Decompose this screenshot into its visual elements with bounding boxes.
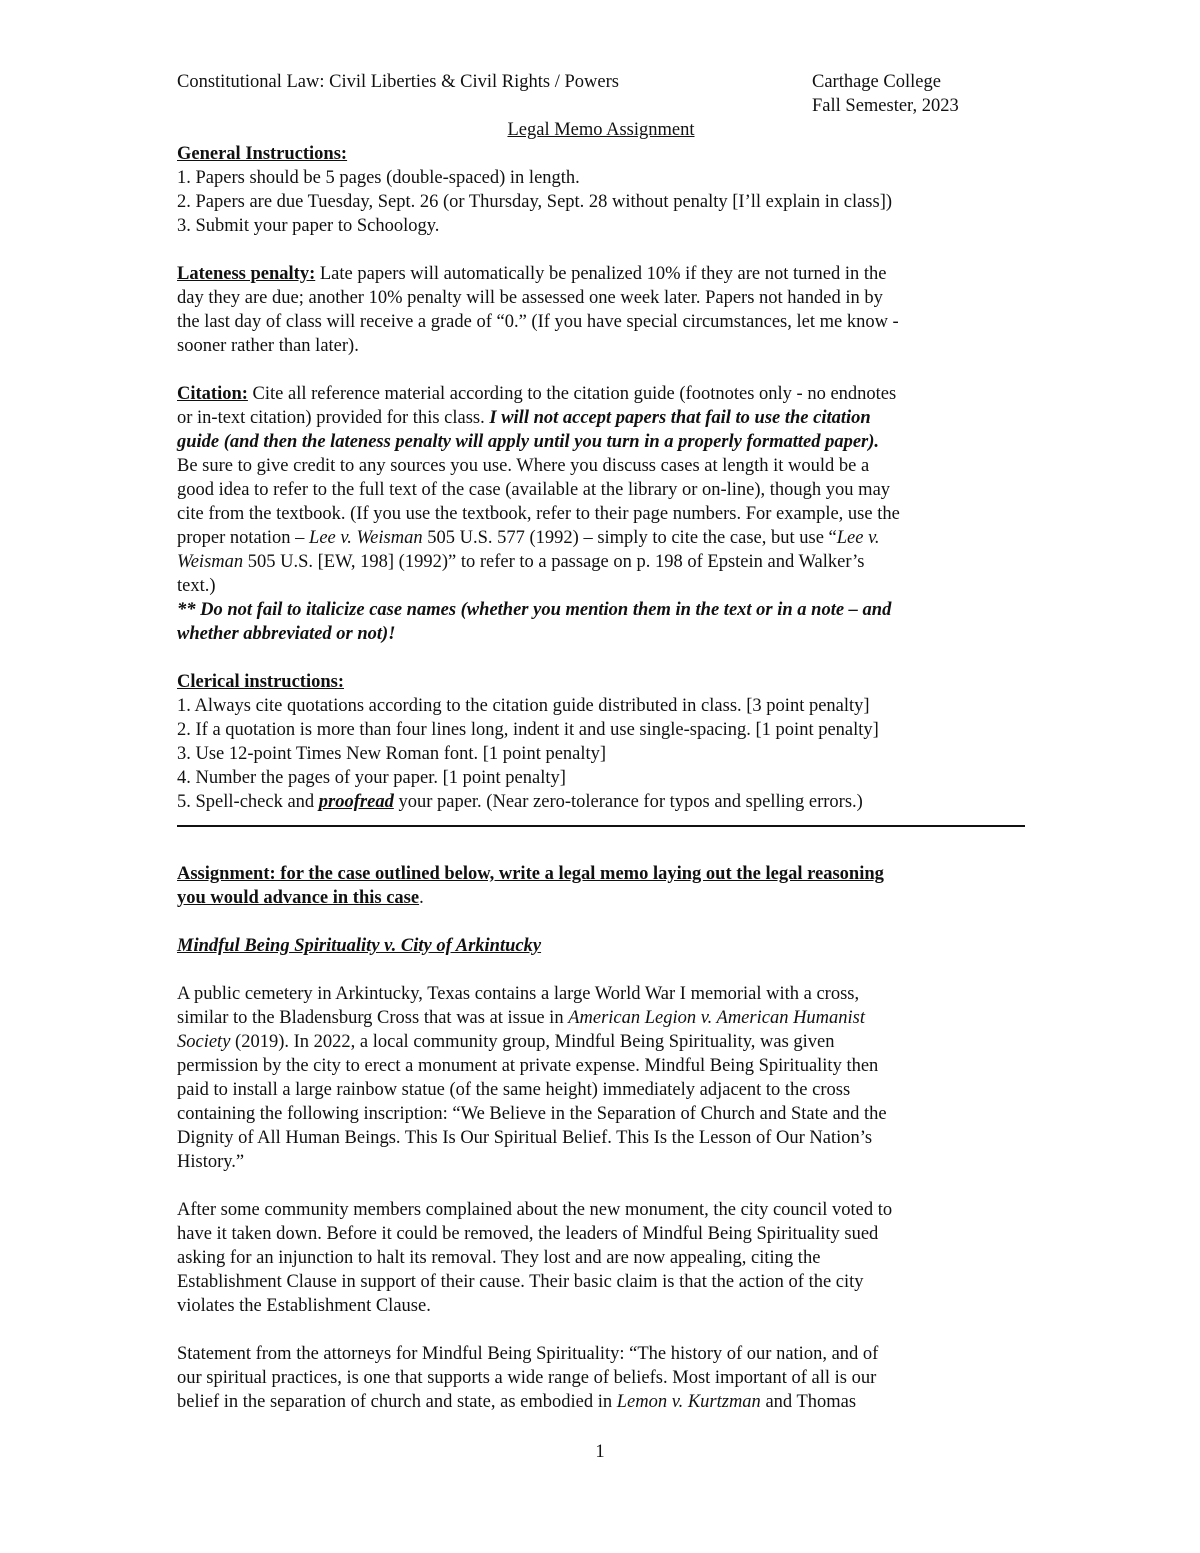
lateness-line-2: day they are due; another 10% penalty will be assessed one week later. Papers not handed in by bbox=[177, 288, 883, 308]
lateness-line-4: sooner rather than later). bbox=[177, 336, 359, 356]
lateness-heading: Lateness penalty: bbox=[177, 264, 316, 284]
para2-line-4: Establishment Clause in support of their cause. Their basic claim is that the action of the city bbox=[177, 1272, 864, 1292]
clerical-item-4: 4. Number the pages of your paper. [1 point penalty] bbox=[177, 768, 566, 788]
college-name: Carthage College bbox=[812, 72, 941, 92]
document-page bbox=[177, 70, 1025, 1414]
para3-line-3: belief in the separation of church and state, as embodied in Lemon v. Kurtzman and Thomas bbox=[177, 1392, 857, 1412]
proofread-emphasis: proofread bbox=[318, 792, 394, 812]
citation-line-6: cite from the textbook. (If you use the textbook, refer to their page numbers. For example, use the bbox=[177, 504, 900, 524]
clerical-item-2: 2. If a quotation is more than four lines long, indent it and use single-spacing. [1 point penalty] bbox=[177, 720, 879, 740]
para1-line-6: containing the following inscription: “We Believe in the Separation of Church and State and the bbox=[177, 1104, 887, 1124]
citation-line-7: proper notation – Lee v. Weisman 505 U.S. 577 (1992) – simply to cite the case, but use “Lee v. bbox=[177, 528, 880, 548]
para1-line-2: similar to the Bladensburg Cross that was at issue in American Legion v. American Humanist bbox=[177, 1008, 866, 1028]
case-name: American Legion v. American Humanist bbox=[568, 1008, 866, 1028]
citation-line-2: or in-text citation) provided for this class. I will not accept papers that fail to use the citation bbox=[177, 408, 871, 428]
case-name: Lee v. Weisman bbox=[309, 528, 423, 548]
para1-line-5: paid to install a large rainbow statue (of the same height) immediately adjacent to the cross bbox=[177, 1080, 851, 1100]
citation-line-3: guide (and then the lateness penalty will apply until you turn in a properly formatted paper). bbox=[177, 432, 880, 452]
assignment-line-1: Assignment: for the case outlined below, write a legal memo laying out the legal reasoning bbox=[177, 864, 884, 884]
general-item-3: 3. Submit your paper to Schoology. bbox=[177, 216, 440, 236]
case-name: Lee v. bbox=[836, 528, 880, 548]
citation-line-4: Be sure to give credit to any sources you use. Where you discuss cases at length it would be a bbox=[177, 456, 870, 476]
course-title: Constitutional Law: Civil Liberties & Civil Rights / Powers bbox=[177, 72, 619, 92]
para3-line-2: our spiritual practices, is one that supports a wide range of beliefs. Most important of all is our bbox=[177, 1368, 877, 1388]
case-title: Mindful Being Spirituality v. City of Arkintucky bbox=[177, 936, 542, 956]
lateness-line-3: the last day of class will receive a grade of “0.” (If you have special circumstances, let me know - bbox=[177, 312, 899, 332]
page-number: 1 bbox=[595, 1442, 605, 1462]
clerical-item-3: 3. Use 12-point Times New Roman font. [1 point penalty] bbox=[177, 744, 607, 764]
clerical-heading: Clerical instructions: bbox=[177, 672, 344, 692]
general-item-2: 2. Papers are due Tuesday, Sept. 26 (or Thursday, Sept. 28 without penalty [I’ll explain in class]) bbox=[177, 192, 893, 212]
semester: Fall Semester, 2023 bbox=[812, 96, 959, 116]
page-title: Legal Memo Assignment bbox=[507, 120, 695, 140]
document-header bbox=[177, 70, 1025, 118]
clerical-item-1: 1. Always cite quotations according to the citation guide distributed in class. [3 point penalty] bbox=[177, 696, 870, 716]
citation-line-9: text.) bbox=[177, 576, 216, 596]
citation-line-5: good idea to refer to the full text of the case (available at the library or on-line), though you may bbox=[177, 480, 891, 500]
para3-line-1: Statement from the attorneys for Mindful Being Spirituality: “The history of our nation, and of bbox=[177, 1344, 879, 1364]
case-name: Weisman bbox=[177, 552, 244, 572]
citation-line-10: ** Do not fail to italicize case names (whether you mention them in the text or in a note – and bbox=[177, 600, 892, 620]
section-divider bbox=[177, 825, 1025, 827]
para2-line-3: asking for an injunction to halt its removal. They lost and are now appealing, citing the bbox=[177, 1248, 821, 1268]
para1-line-4: permission by the city to erect a monument at private expense. Mindful Being Spirituality then bbox=[177, 1056, 879, 1076]
para1-line-1: A public cemetery in Arkintucky, Texas contains a large World War I memorial with a cross, bbox=[177, 984, 860, 1004]
case-name: Lemon v. Kurtzman bbox=[616, 1392, 761, 1412]
citation-line-1: Citation: Cite all reference material according to the citation guide (footnotes only - no endnotes bbox=[177, 384, 897, 404]
college-block bbox=[812, 70, 959, 118]
citation-heading: Citation: bbox=[177, 384, 248, 404]
para2-line-5: violates the Establishment Clause. bbox=[177, 1296, 431, 1316]
general-item-1: 1. Papers should be 5 pages (double-spaced) in length. bbox=[177, 168, 580, 188]
general-instructions-heading: General Instructions: bbox=[177, 144, 348, 164]
para1-line-7: Dignity of All Human Beings. This Is Our Spiritual Belief. This Is the Lesson of Our Nation’s bbox=[177, 1128, 873, 1148]
case-name: Society bbox=[177, 1032, 231, 1052]
citation-line-11: whether abbreviated or not)! bbox=[177, 624, 396, 644]
para2-line-1: After some community members complained about the new monument, the city council voted to bbox=[177, 1200, 893, 1220]
clerical-item-5: 5. Spell-check and proofread your paper. (Near zero-tolerance for typos and spelling errors.) bbox=[177, 792, 863, 812]
para2-line-2: have it taken down. Before it could be removed, the leaders of Mindful Being Spirituality sued bbox=[177, 1224, 879, 1244]
assignment-line-2: you would advance in this case. bbox=[177, 888, 424, 908]
para1-line-8: History.” bbox=[177, 1152, 245, 1172]
para1-line-3: Society (2019). In 2022, a local community group, Mindful Being Spirituality, was given bbox=[177, 1032, 835, 1052]
citation-line-8: Weisman 505 U.S. [EW, 198] (1992)” to refer to a passage on p. 198 of Epstein and Walker’s bbox=[177, 552, 865, 572]
lateness-line-1: Lateness penalty: Late papers will automatically be penalized 10% if they are not turned in the bbox=[177, 264, 887, 284]
